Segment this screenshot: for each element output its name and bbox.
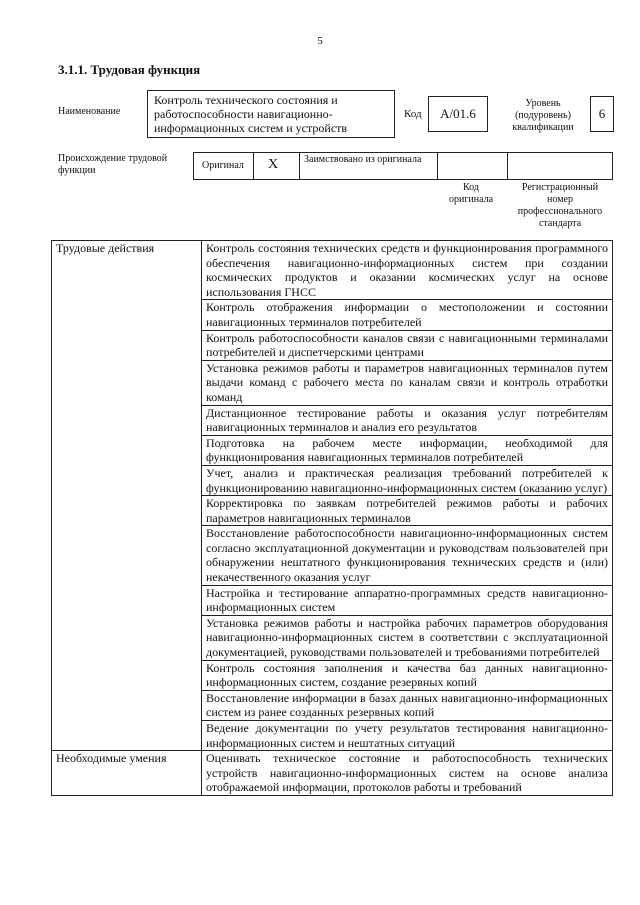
table-row xyxy=(52,241,613,300)
labor-function-table xyxy=(51,240,613,796)
section-title: 3.1.1. Трудовая функция xyxy=(58,62,201,77)
labor-action-item: Ведение документации по учету результатов тестирования навигационно-информационных систем и нештатных ситуаций xyxy=(202,721,613,751)
labor-action-item: Установка режимов работы и настройка рабочих параметров оборудования навигационно-информационных систем в соответствии с эксплуатационной документацией, руководствами пользователей и требованиями потребителей xyxy=(202,615,613,660)
level-label: Уровень (подуровень) квалификации xyxy=(512,98,574,133)
labor-action-item: Контроль работоспособности каналов связи с навигационными терминалами потребителей и диспетчерскими центрами xyxy=(202,330,613,360)
table-row xyxy=(52,751,613,796)
skill-group-label: Необходимые умения xyxy=(52,751,202,796)
original-mark-cell xyxy=(254,153,300,179)
labor-action-item: Учет, анализ и практическая реализация требований потребителей к функционированию навигационно-информационных систем (оказанию услуг) xyxy=(202,465,613,495)
level-value: 6 xyxy=(590,96,614,132)
origin-row xyxy=(193,152,613,180)
reg-number-caption: Регистрационный номер профессионального стандарта xyxy=(517,182,603,229)
code-original-cell xyxy=(438,153,508,179)
labor-action-item: Восстановление работоспособности навигационно-информационных систем согласно эксплуатационной документации и руководствам пользователей при обнаружении нештатного функционирования технических средств и (или) некачественного оказания услуг xyxy=(202,526,613,585)
original-label: Оригинал xyxy=(202,160,244,171)
labor-action-item: Контроль отображения информации о местоположении и состоянии навигационных терминалов потребителей xyxy=(202,300,613,330)
labor-action-item: Дистанционное тестирование работы и оказания услуг потребителям навигационных терминалов и анализ его результатов xyxy=(202,405,613,435)
code-original-caption: Код оригинала xyxy=(448,182,494,205)
labor-action-item: Контроль состояния технических средств и функционирования программного обеспечения навигационно-информационных систем при создании космических продуктов и оказании космических услуг на основе использования ГНСС xyxy=(202,241,613,300)
borrowed-label: Заимствовано из оригинала xyxy=(304,154,422,165)
code-label: Код xyxy=(404,108,422,120)
reg-number-cell xyxy=(508,153,612,179)
original-cell xyxy=(194,153,254,179)
labor-action-item: Настройка и тестирование аппаратно-программных средств навигационно-информационных систем xyxy=(202,585,613,615)
name-value: Контроль технического состояния и работоспособности навигационно-информационных систем и устройств xyxy=(147,90,395,138)
page-number: 5 xyxy=(317,35,323,47)
borrowed-cell xyxy=(300,153,438,179)
labor-action-item: Восстановление информации в базах данных навигационно-информационных систем из ранее созданных резервных копий xyxy=(202,690,613,720)
skill-item: Оценивать техническое состояние и работоспособность технических устройств навигационно-информационных систем на основе анализа отображаемой информации, протоколов работы и требований xyxy=(202,751,613,796)
labor-action-item: Подготовка на рабочем месте информации, необходимой для функционирования навигационных терминалов потребителей xyxy=(202,435,613,465)
labor-action-item: Установка режимов работы и параметров навигационных терминалов путем выдачи команд с рабочего места по каналам связи и контроль отработки команд xyxy=(202,360,613,405)
original-mark: X xyxy=(268,157,279,172)
name-label: Наименование xyxy=(58,106,121,117)
labor-action-group-label: Трудовые действия xyxy=(52,241,202,751)
origin-label: Происхождение трудовой функции xyxy=(58,153,168,176)
labor-action-item: Корректировка по заявкам потребителей режимов работы и рабочих параметров навигационных терминалов xyxy=(202,496,613,526)
labor-action-item: Контроль состояния заполнения и качества баз данных навигационно-информационных систем, создание резервных копий xyxy=(202,660,613,690)
code-value: A/01.6 xyxy=(428,96,488,132)
